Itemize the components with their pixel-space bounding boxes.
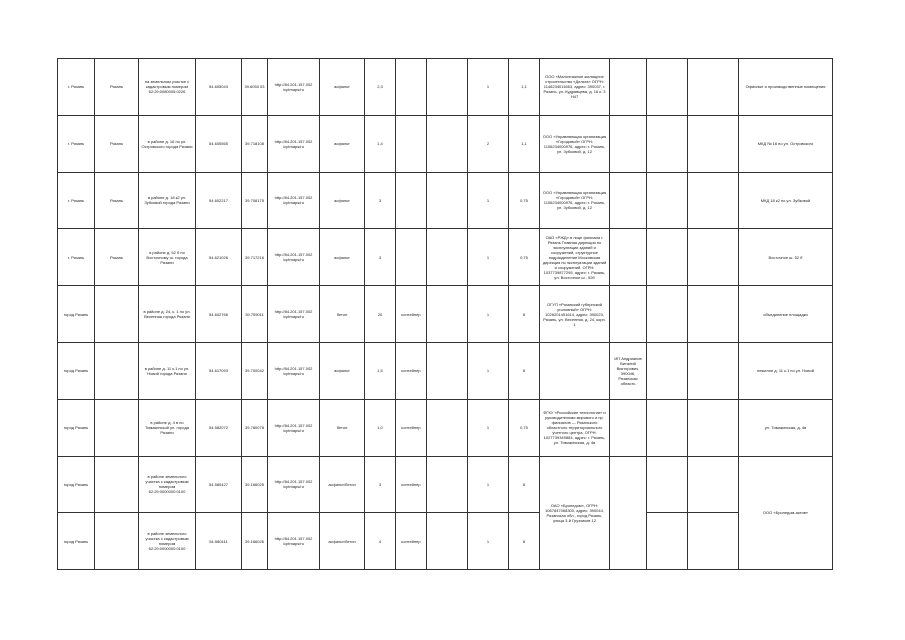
longitude-cell: 39.708175 [242,172,268,229]
note-cell [610,229,647,286]
area-cell: 20 [365,286,396,343]
owner-cell: ФГКУ «Российские технологии» и руководителями мирового и пр. филиалов — Рязанского областного территориального учетного центра, ОГРН: 1027739349884, адрес: г. Рязань, ул. Тимакинская, д. 4в [540,399,610,456]
table-row [58,513,833,570]
longitude-cell: 39.759011 [242,286,268,343]
cover-type-cell: контейнер [396,513,427,570]
address-cell: в районе д. 18 к2 ул. Зубковой города Рязани [139,172,196,229]
volume-cell: 1,1 [509,115,540,172]
empty-cell [647,513,688,570]
locality-cell: город Рязань [58,513,95,570]
map-link-cell: http://84.201.157.002 /cptmaps/ru [268,229,320,286]
table-row [58,342,833,399]
count-cell: 1 [468,399,509,456]
empty-cell [647,172,688,229]
map-link-cell: http://84.201.157.002 /cptmaps/ru [268,172,320,229]
empty-cell [688,229,739,286]
cover-type-cell [396,229,427,286]
empty-cell [647,59,688,116]
latitude-cell: 54.580411 [196,513,242,570]
district-cell [95,513,139,570]
longitude-cell: 39.166026 [242,513,268,570]
source-cell: ул. Тимакинская, д. 4в [739,399,833,456]
table-row [58,399,833,456]
note-cell: ИП Андрианов Виталий Викторович, 390046, Рязанская область [610,342,647,399]
latitude-cell: 54.617093 [196,342,242,399]
area-cell: 3 [365,229,396,286]
empty-cell [688,456,739,513]
empty-cell [688,59,739,116]
district-cell [95,399,139,456]
longitude-cell: 39.6050 03 [242,59,268,116]
area-cell: 3 [365,456,396,513]
area-cell: 4 [365,513,396,570]
latitude-cell: 54.605565 [196,115,242,172]
note-cell [610,59,647,116]
volume-cell: 8 [509,456,540,513]
cover-type-cell [396,59,427,116]
map-link-cell: http://84.201.157.002 /cptmaps/ru [268,286,320,343]
empty-cell [427,115,468,172]
longitude-cell: 39.717216 [242,229,268,286]
volume-cell: 8 [509,342,540,399]
district-cell: Рязань [95,115,139,172]
source-cell: МКД № 16 по ул. Островского [739,115,833,172]
table-row [58,172,833,229]
cover-type-cell: контейнер [396,286,427,343]
map-link-cell: http://84.201.157.002 /cptmaps/ru [268,59,320,116]
registry-table [57,58,833,570]
empty-cell [427,286,468,343]
area-cell: 3 [365,172,396,229]
volume-cell: 8 [509,286,540,343]
district-cell [95,342,139,399]
cover-cell: асфальт [320,59,365,116]
source-cell: объединение площадки [739,286,833,343]
empty-cell [427,342,468,399]
map-link-cell: http://84.201.157.002 /cptmaps/ru [268,342,320,399]
empty-cell [427,172,468,229]
count-cell: 1 [468,59,509,116]
volume-cell: 8 [509,513,540,570]
count-cell: 1 [468,456,509,513]
empty-cell [688,172,739,229]
merged-owner-cell: ОАО «Бронедом», ОГРН: 1067847068300, адрес: 390044, Рязанская обл., город Рязань, улица 3-й Грузчиков 12 [540,456,610,570]
owner-cell: ООО «Малоэтажное жилищное строительство «Дельта» ОГРН: 1146234011663, адрес: 390037, г. Рязань, ул. Кудрявцева, д. 16 к. 3 Н47 [540,59,610,116]
district-cell [95,286,139,343]
latitude-cell: 54.621026 [196,229,242,286]
address-cell: в районе д. 52 б по Восточному ш. города Рязани [139,229,196,286]
empty-cell [427,59,468,116]
source-cell: Восточное ш. 52 б [739,229,833,286]
cover-type-cell [396,172,427,229]
empty-cell [647,342,688,399]
empty-cell [647,286,688,343]
cover-cell: асфальт [320,115,365,172]
source-cell: Офисные и производственные помещения [739,59,833,116]
merged-note-cell [610,456,647,570]
cover-type-cell: контейнер [396,456,427,513]
map-link-cell: http://84.201.157.002 /cptmaps/ru [268,115,320,172]
longitude-cell: 39.700042 [242,342,268,399]
owner-cell [540,342,610,399]
source-cell: нежилое д. 11 к.1 по ул. Новой [739,342,833,399]
address-cell: в районе д. 4 в по Тимакинской ул. города Рязани [139,399,196,456]
cover-cell: асфальт [320,342,365,399]
locality-cell: город Рязань [58,456,95,513]
count-cell: 1 [468,172,509,229]
table-row [58,456,833,513]
empty-cell [688,399,739,456]
cover-cell: асфальт/бетон [320,456,365,513]
volume-cell: 0,75 [509,229,540,286]
address-cell: в районе д. 16 по ул. Островского города Рязани [139,115,196,172]
map-link-cell: http://84.201.157.002 /cptmaps/ru [268,456,320,513]
latitude-cell: 54.605043 [196,59,242,116]
address-cell: в районе д. 11 к.1 по ул. Новой города Рязани [139,342,196,399]
address-cell: в районе земельного участка с кадастровым номером 62:29:0000000:0100 [139,513,196,570]
cover-cell: асфальт [320,172,365,229]
latitude-cell: 54.602217 [196,172,242,229]
empty-cell [427,456,468,513]
volume-cell: 1,1 [509,59,540,116]
district-cell: Рязань [95,59,139,116]
cover-type-cell: контейнер [396,342,427,399]
merged-source-cell: ООО «Бронедом-актив» [739,456,833,570]
volume-cell: 0,75 [509,172,540,229]
cover-type-cell: контейнер [396,399,427,456]
address-cell: в районе земельного участка с кадастровым номером 62:29:0000000:0100 [139,456,196,513]
table-row [58,59,833,116]
empty-cell [427,513,468,570]
locality-cell: г. Рязань [58,115,95,172]
note-cell [610,115,647,172]
empty-cell [647,456,688,513]
district-cell: Рязань [95,172,139,229]
map-link-cell: http://84.201.157.002 /cptmaps/ru [268,513,320,570]
note-cell [610,399,647,456]
table-row [58,229,833,286]
count-cell: 1 [468,342,509,399]
area-cell: 1,4 [365,115,396,172]
count-cell: 1 [468,229,509,286]
longitude-cell: 39.780078 [242,399,268,456]
locality-cell: город Рязань [58,342,95,399]
count-cell: 1 [468,286,509,343]
table-row [58,115,833,172]
empty-cell [427,399,468,456]
count-cell: 1 [468,513,509,570]
cover-cell: бетон [320,286,365,343]
volume-cell: 0,75 [509,399,540,456]
empty-cell [688,286,739,343]
district-cell: Рязань [95,229,139,286]
address-cell: на земельном участке с кадастровым номером 62:29:0080005:0226 [139,59,196,116]
locality-cell: город Рязань [58,399,95,456]
owner-cell: ООО «Управляющая организация «Городовой» ОГРН: 1106234000976, адрес: г. Рязань, ул. Зубковой, д. 12 [540,172,610,229]
area-cell: 1,0 [365,399,396,456]
area-cell: 2,3 [365,59,396,116]
locality-cell: г. Рязань [58,172,95,229]
note-cell [610,172,647,229]
note-cell [610,286,647,343]
empty-cell [647,229,688,286]
owner-cell: ОАО «РЖД» в лице филиала г. Рязань Главная дирекция по эксплуатации зданий и сооружений, структурное подразделение Московская дирекция по эксплуатации зданий и сооружений, ОГРН: 1037739877295, адрес: г. Рязань, ул. Восточное ш., 52б [540,229,610,286]
empty-cell [688,115,739,172]
map-link-cell: http://84.201.157.002 /cptmaps/ru [268,399,320,456]
empty-cell [647,115,688,172]
latitude-cell: 54.602766 [196,286,242,343]
locality-cell: город Рязань [58,286,95,343]
owner-cell: ООО «Управляющая организация «Городовой» ОГРН: 1106234000976, адрес: г. Рязань, ул. Зубковой, д. 12 [540,115,610,172]
source-cell: МКД 18 к2 по ул. Зубковой [739,172,833,229]
locality-cell: г. Рязань [58,59,95,116]
latitude-cell: 54.580427 [196,456,242,513]
cover-cell: асфальт/бетон [320,513,365,570]
latitude-cell: 54.582072 [196,399,242,456]
empty-cell [688,513,739,570]
cover-type-cell [396,115,427,172]
district-cell [95,456,139,513]
cover-cell: бетон [320,399,365,456]
address-cell: в районе д. 24, к. 1 по ул. Весенняя города Рязани [139,286,196,343]
count-cell: 2 [468,115,509,172]
empty-cell [427,229,468,286]
owner-cell: ОГУП «Рязанский губернский уголовный» ОГРН: 1026201451614, адрес: 390023, Рязань, ул. Весенняя, д. 24, корп. 1 [540,286,610,343]
longitude-cell: 39.166025 [242,456,268,513]
empty-cell [647,399,688,456]
table-row [58,286,833,343]
registry-table-body [58,59,833,570]
cover-cell: асфальт [320,229,365,286]
locality-cell: г. Рязань [58,229,95,286]
area-cell: 1,5 [365,342,396,399]
empty-cell [688,342,739,399]
longitude-cell: 39.718108 [242,115,268,172]
